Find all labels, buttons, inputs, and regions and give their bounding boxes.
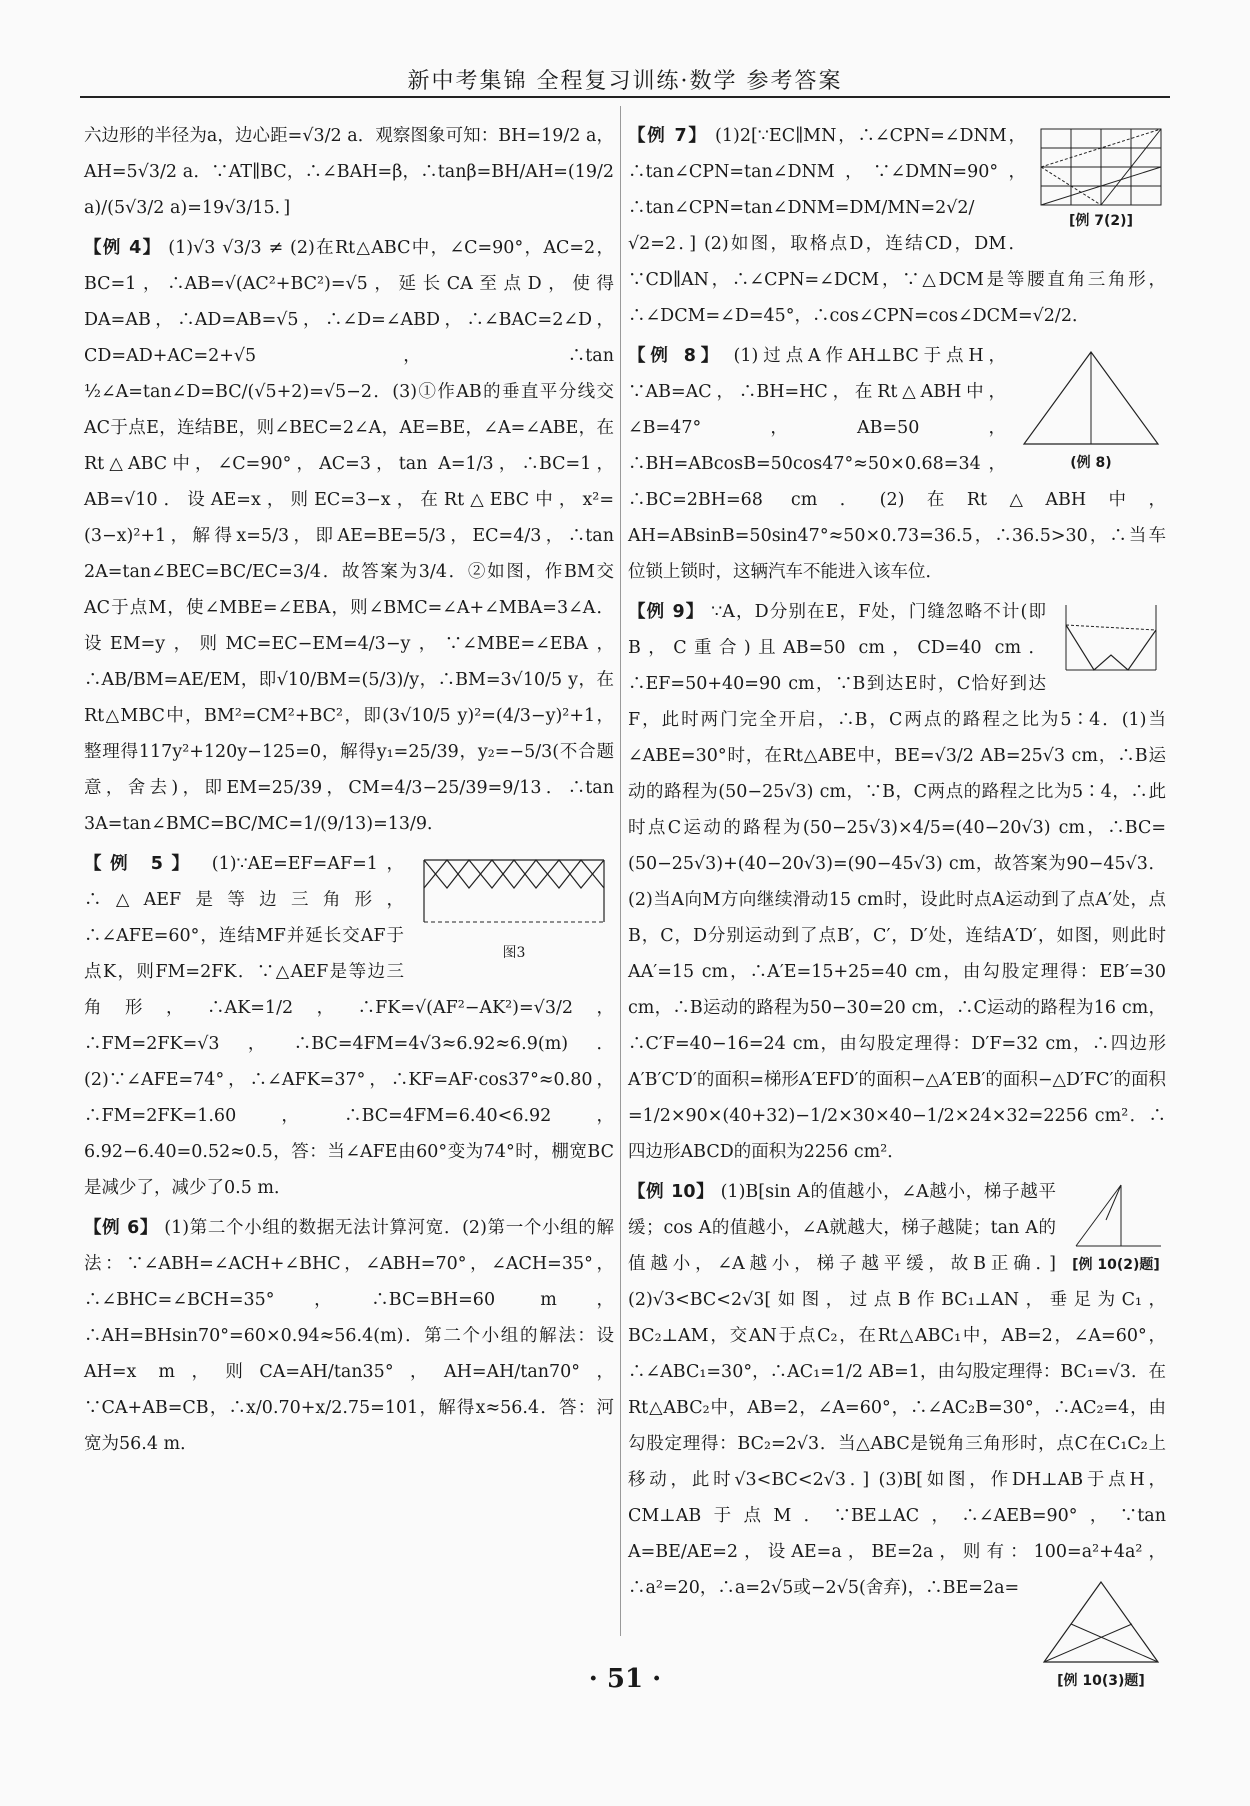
- folding-door-diagram: [1056, 600, 1166, 690]
- greenhouse-diagram: [414, 852, 614, 944]
- example-8: [628, 338, 1166, 590]
- figure-8: [1016, 344, 1166, 472]
- example-6: [84, 1210, 614, 1462]
- example-8-label: 【例 8】: [628, 346, 724, 366]
- figure-9: [1056, 600, 1166, 690]
- example-9-text: ∵A，D分别在E，F处，门缝忽略不计(即B，C重合)且AB=50 cm，CD=40 cm．∴EF=50+40=90 cm，∵B到达E时，C恰好到达F，此时两门完全开启，∴B，C两点的路程之比为5∶4．(1)当∠ABE=30°时，在Rt△ABE中，BE=√3/2 AB=25√3 cm，∴B运动的路程为(50−25√3) cm，∵B，C两点的路程之比为5∶4，∴此时点C运动的路程为(50−25√3)×4/5=(40−20√3) cm，∴BC=(50−25√3)+(40−20√3)=(90−45√3) cm，故答案为90−45√3．(2)当A向M方向继续滑动15 cm时，设此时点A运动到了点A′处，点B，C，D分别运动到了点B′，C′，D′处，连结A′D′，如图，则此时AA′=15 cm，∴A′E=15+25=40 cm，由勾股定理得：EB′=30 cm，∴B运动的路程为50−30=20 cm，∴C运动的路程为16 cm，∴C′F=40−16=24 cm，由勾股定理得：D′F=32 cm，∴四边形A′B′C′D′的面积=梯形A′EFD′的面积−△A′EB′的面积−△D′FC′的面积=1/2×90×(40+32)−1/2×30×40−1/2×24×32=2256 cm²．∴四边形ABCD的面积为2256 cm²．: [628, 602, 1166, 1162]
- grid-diagram: [1036, 124, 1166, 212]
- figure-8-caption: (例 8): [1070, 455, 1112, 471]
- figure-10-2-caption: [例 10(2)题]: [1072, 1257, 1160, 1273]
- acute-triangle-diagram: [1036, 1576, 1166, 1672]
- figure-3-caption: 图3: [502, 945, 526, 961]
- example-4-label: 【例 4】: [84, 238, 162, 258]
- figure-7-caption: [例 7(2)]: [1069, 213, 1133, 229]
- figure-3: [414, 852, 614, 962]
- example-6-label: 【例 6】: [84, 1218, 159, 1238]
- example-5-label: 【例 5】: [84, 854, 198, 874]
- example-7-label: 【例 7】: [628, 126, 708, 146]
- column-divider: [620, 106, 621, 1636]
- example-6-text: (1)第二个小组的数据无法计算河宽．(2)第一个小组的解法：∵∠ABH=∠ACH+∠BHC，∠ABH=70°，∠ACH=35°，∴∠BHC=∠BCH=35°，∴BC=BH=60 m，∴AH=BHsin70°=60×0.94≈56.4(m)．第二个小组的解法：设AH=x m，则CA=AH/tan35°，AH=AH/tan70°，∵CA+AB=CB，∴x/0.70+x/2.75=101，解得x≈56.4．答：河宽为56.4 m．: [84, 1218, 614, 1454]
- example-9: [628, 594, 1166, 1170]
- figure-10-3-caption: [例 10(3)题]: [1057, 1673, 1145, 1689]
- example-10-text: (1)B[sin A的值越小，∠A越小，梯子越平缓；cos A的值越小，∠A就越大，梯子越陡；tan A的值越小，∠A越小，梯子越平缓，故B正确．] (2)√3<BC<2√3[如图，过点B作BC₁⊥AN，垂足为C₁，BC₂⊥AM，交AN于点C₂，在Rt△ABC₁中，AB=2，∠A=60°，∴∠ABC₁=30°，∴AC₁=1/2 AB=1，由勾股定理得：BC₁=√3．在Rt△ABC₂中，AB=2，∠A=60°，∴∠AC₂B=30°，∴AC₂=4，由勾股定理得：BC₂=2√3．当△ABC是锐角三角形时，点C在C₁C₂上移动，此时√3<BC<2√3．] (3)B[如图，作DH⊥AB于点H，CM⊥AB于点M．∵BE⊥AC，∴∠AEB=90°，∵tan A=BE/AE=2，设AE=a，BE=2a，则有：100=a²+4a²，∴a²=20，∴a=2√5或−2√5(舍弃)，∴BE=2a=: [628, 1182, 1166, 1598]
- ladder-diagram: [1066, 1180, 1166, 1256]
- header-rule: [80, 96, 1170, 98]
- example-8-text: (1)过点A作AH⊥BC于点H，∵AB=AC，∴BH=HC，在Rt△ABH中，∠B=47°，AB=50，∴BH=ABcosB=50cos47°≈50×0.68=34，∴BC=2BH=68 cm．(2)在Rt△ABH中，AH=ABsinB=50sin47°≈50×0.73=36.5，∴36.5>30，∴当车位锁上锁时，这辆汽车不能进入该车位．: [628, 346, 1166, 582]
- isosceles-triangle-diagram: [1016, 344, 1166, 454]
- example-4: [84, 230, 614, 842]
- page-header: 新中考集锦 全程复习训练·数学 参考答案: [407, 69, 843, 94]
- example-9-label: 【例 9】: [628, 602, 705, 622]
- example-10-label: 【例 10】: [628, 1182, 715, 1202]
- example-10: [628, 1174, 1166, 1689]
- example-4-text: (1)√3 √3/3 ≠ (2)在Rt△ABC中，∠C=90°，AC=2，BC=1，∴AB=√(AC²+BC²)=√5，延长CA至点D，使得DA=AB，∴AD=AB=√5，∴∠D=∠ABD，∴∠BAC=2∠D，CD=AD+AC=2+√5，∴tan ½∠A=tan∠D=BC/(√5+2)=√5−2．(3)①作AB的垂直平分线交AC于点E，连结BE，则∠BEC=2∠A，AE=BE，∠A=∠ABE，在Rt△ABC中，∠C=90°，AC=3，tan A=1/3，∴BC=1，AB=√10．设AE=x，则EC=3−x，在Rt△EBC中，x²=(3−x)²+1，解得x=5/3，即AE=BE=5/3，EC=4/3，∴tan 2A=tan∠BEC=BC/EC=3/4．故答案为3/4．②如图，作BM交AC于点M，使∠MBE=∠EBA，则∠BMC=∠A+∠MBA=3∠A．设EM=y，则MC=EC−EM=4/3−y，∵∠MBE=∠EBA，∴AB/BM=AE/EM，即√10/BM=(5/3)/y，∴BM=3√10/5 y，在Rt△MBC中，BM²=CM²+BC²，即(3√10/5 y)²=(4/3−y)²+1，整理得117y²+120y−125=0，解得y₁=25/39，y₂=−5/3(不合题意，舍去)，即EM=25/39，CM=4/3−25/39=9/13．∴tan 3A=tan∠BMC=BC/MC=1/(9/13)=13/9．: [84, 238, 614, 834]
- example-5-text: (1)∵AE=EF=AF=1，∴△AEF是等边三角形，∴∠AFE=60°，连结MF并延长交AF于点K，则FM=2FK．∵△AEF是等边三角形，∴AK=1/2，∴FK=√(AF²−AK²)=√3/2，∴FM=2FK=√3，∴BC=4FM=4√3≈6.92≈6.9(m)．(2)∵∠AFE=74°，∴∠AFK=37°，∴KF=AF·cos37°≈0.80，∴FM=2FK=1.60，∴BC=4FM=6.40<6.92，6.92−6.40=0.52≈0.5，答：当∠AFE由60°变为74°时，棚宽BC是减少了，减少了0.5 m．: [84, 854, 614, 1198]
- example-5: [84, 846, 614, 1206]
- example-7: [628, 118, 1166, 334]
- intro-paragraph: 六边形的半径为a，边心距=√3/2 a．观察图象可知：BH=19/2 a，AH=5√3/2 a．∵AT∥BC，∴∠BAH=β，∴tanβ=BH/AH=(19/2 a)/(5√3/2 a)=19√3/15．]: [84, 126, 614, 218]
- example-7-text: (1)2[∵EC∥MN，∴∠CPN=∠DNM，∴tan∠CPN=tan∠DNM，∵∠DMN=90°，∴tan∠CPN=tan∠DNM=DM/MN=2√2/√2=2．] (2)如图，取格点D，连结CD，DM．∵CD∥AN，∴∠CPN=∠DCM，∵△DCM是等腰直角三角形，∴∠DCM=∠D=45°，∴cos∠CPN=cos∠DCM=√2/2．: [628, 126, 1166, 326]
- figure-7: [1036, 124, 1166, 230]
- left-column: [84, 118, 614, 1466]
- page-number: · 51 ·: [588, 1664, 662, 1694]
- right-column: [628, 118, 1166, 1694]
- figure-10-2: [1066, 1180, 1166, 1274]
